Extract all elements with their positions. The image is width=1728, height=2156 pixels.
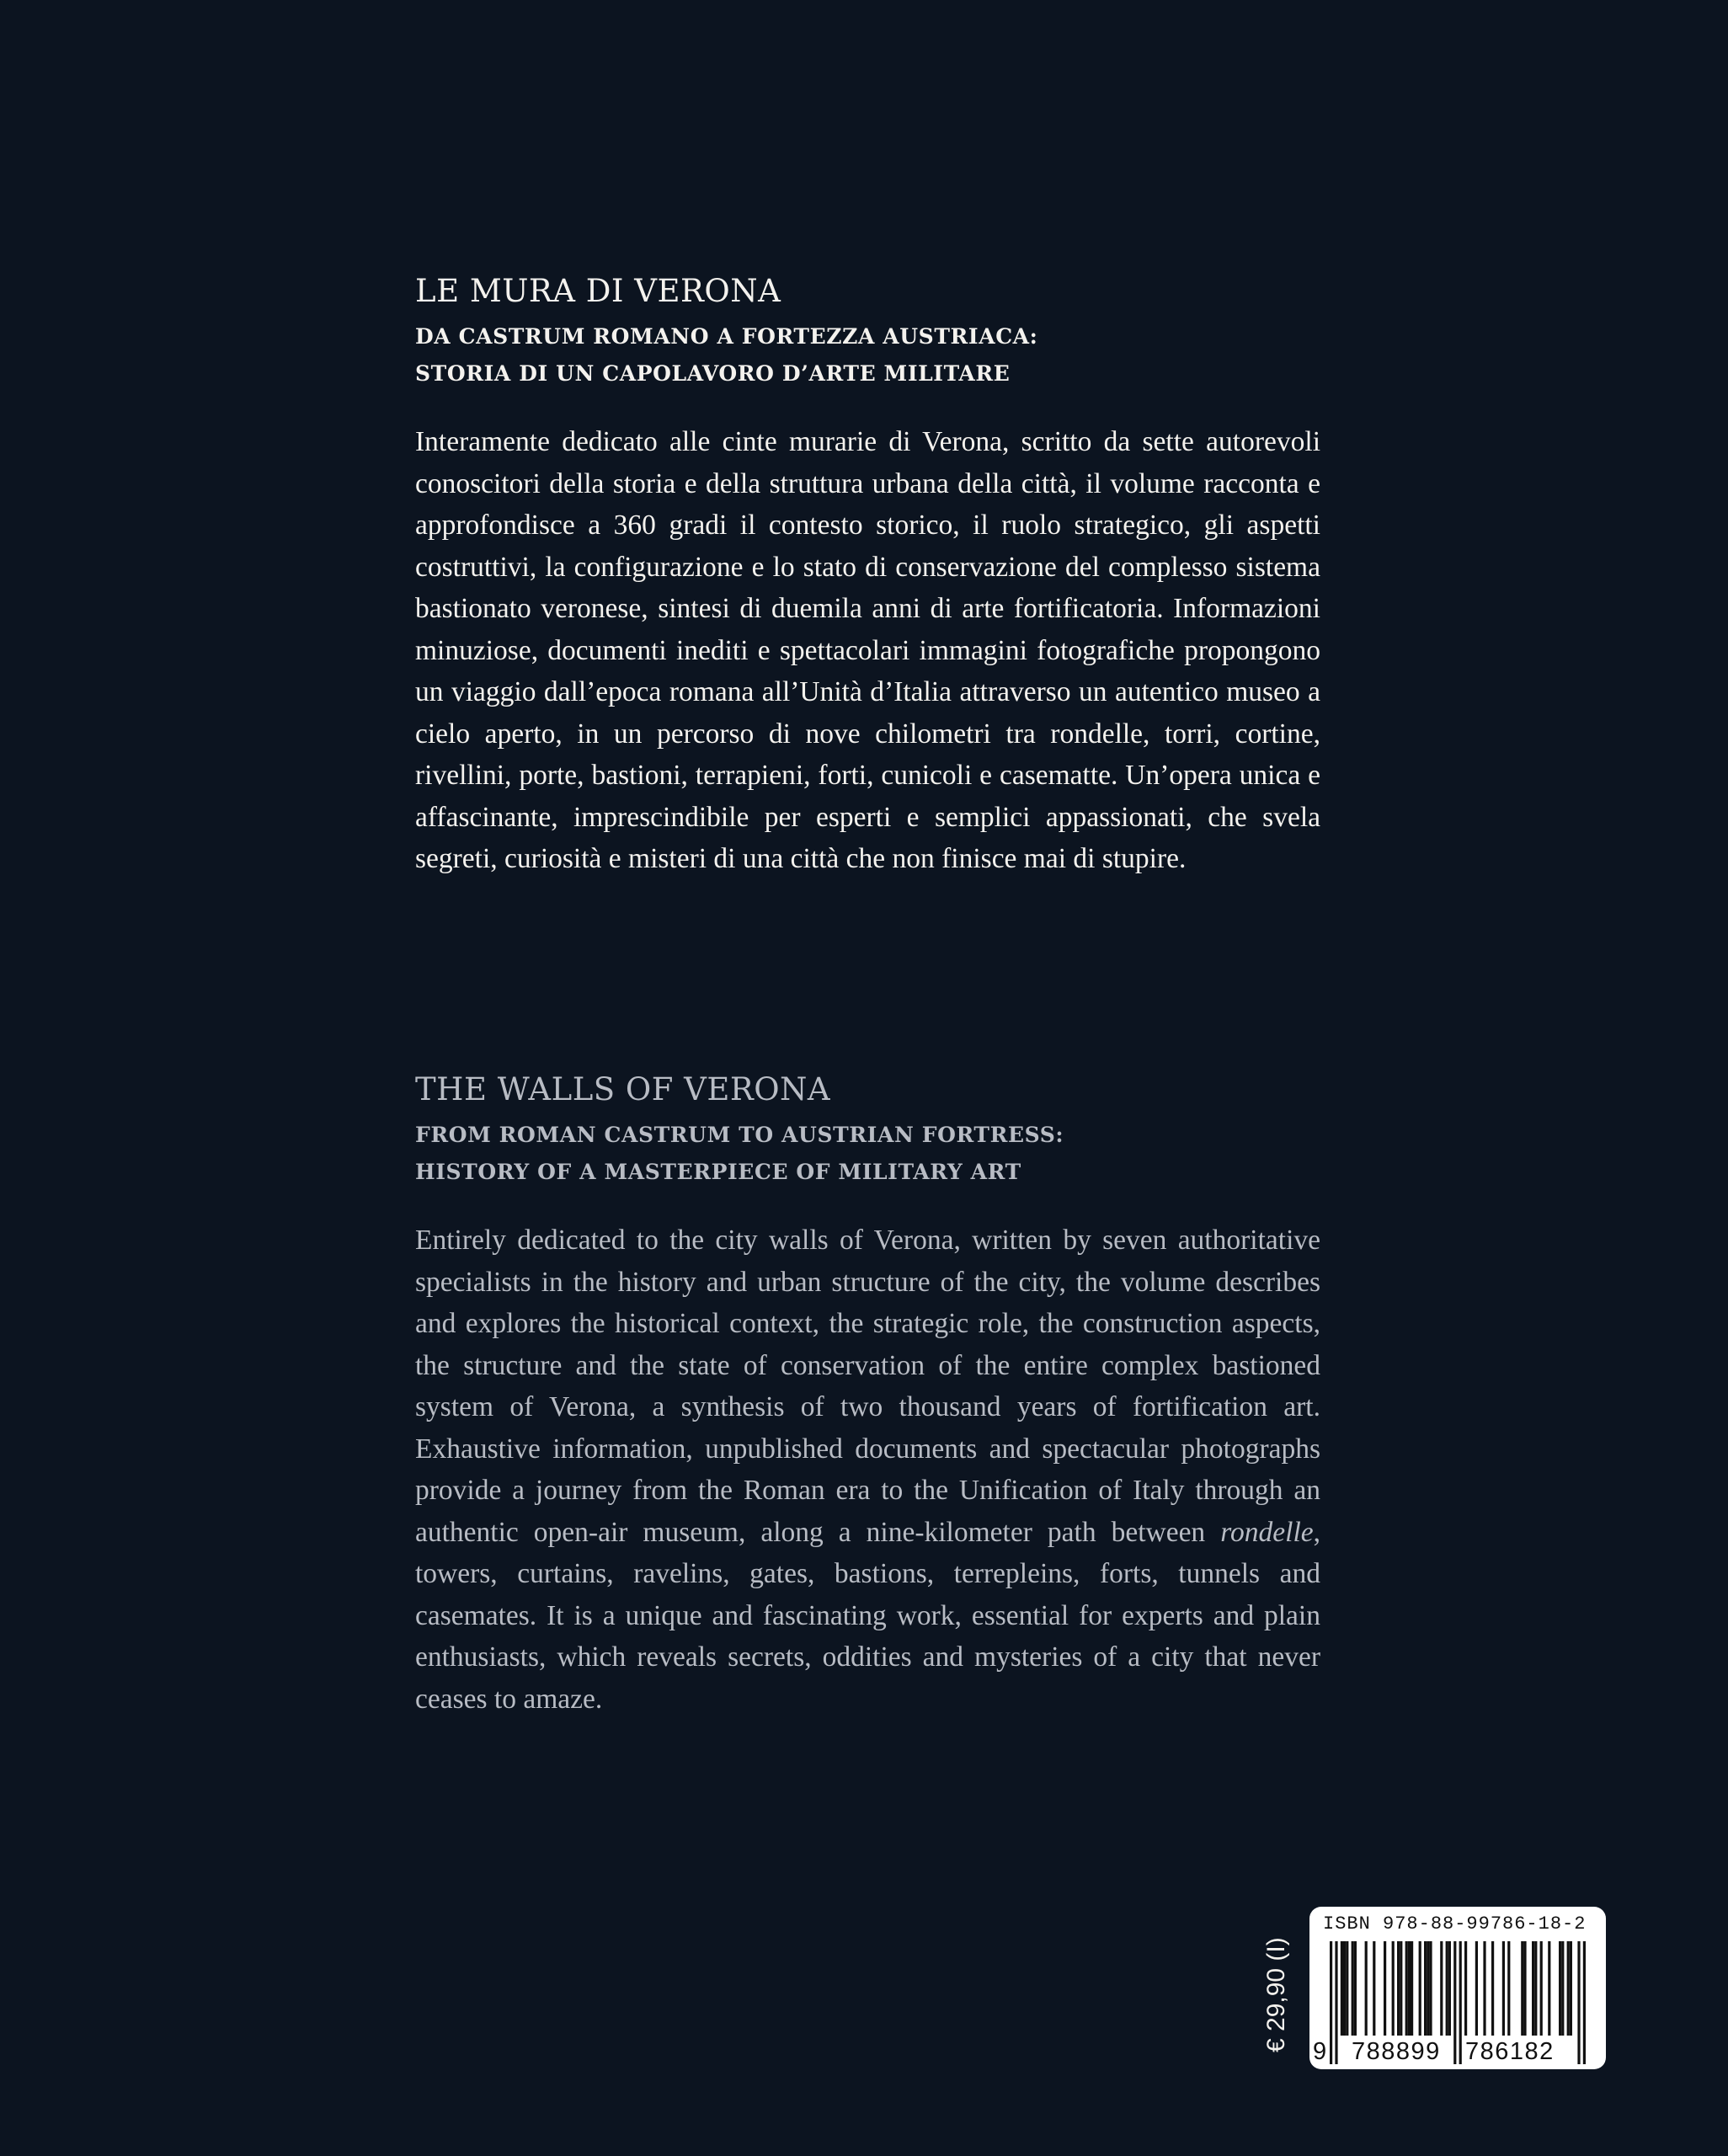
barcode-bar: [1475, 1941, 1478, 2036]
barcode-bar: [1346, 1941, 1348, 2036]
barcode-bar: [1354, 1941, 1357, 2036]
barcode-bar: [1343, 1941, 1346, 2036]
isbn-barcode-box: [1309, 1907, 1606, 2069]
barcode-bar: [1365, 1941, 1368, 2036]
barcode-bar: [1427, 1941, 1429, 2036]
barcode-digits-right: 786182: [1465, 2038, 1555, 2065]
barcode-guard-bar: [1577, 1941, 1580, 2064]
italian-description: Interamente dedicato alle cinte murarie di Verona, scritto da sette autorevoli conoscitori della storia e della struttura urbana della città, il volume racconta e approfondisce a 360 gradi il contesto storico, il ruolo strategico, gli aspetti costruttivi, la configurazione e lo stato di conservazione del complesso sistema bastionato veronese, sintesi di duemila anni di arte fortificatoria. Informazioni minuziose, documenti inediti e spettacolari immagini fotografiche propongono un viaggio dall’epoca romana all’Unità d’Italia attraverso un autentico museo a cielo aperto, in un percorso di nove chilometri tra rondelle, torri, cortine, rivellini, porte, bastioni, terrapieni, forti, cunicoli e casematte. Un’opera unica e affascinante, imprescindibile per esperti e semplici appassionati, che svela segreti, curiosità e misteri di una città che non finisce mai di stupire.: [415, 426, 1320, 874]
english-description: [415, 1219, 1320, 1720]
english-description-part-1: Entirely dedicated to the city walls of Verona, written by seven authoritative specialists in the history and urban structure of the city, the volume describes and explores the historical context, the strategic role, the construction aspects, the structure and the state of conservation of the entire complex bastioned system of Verona, a synthesis of two thousand years of fortification art. Exhaustive information, unpublished documents and spectacular photographs provide a journey from the Roman era to the Unification of Italy through an authentic open-air museum, along a nine-kilometer path between: [415, 1225, 1320, 1548]
barcode-bar: [1341, 1941, 1343, 2036]
barcode-guard-bar: [1453, 1941, 1456, 2064]
barcode-bar: [1429, 1941, 1432, 2036]
barcode-bar: [1352, 1941, 1354, 2036]
english-description-italic-term: rondelle: [1220, 1516, 1314, 1548]
barcode-bar: [1419, 1941, 1421, 2036]
barcode-digits-left: 788899: [1352, 2038, 1441, 2065]
barcode-bar: [1397, 1941, 1400, 2036]
barcode-bar: [1540, 1941, 1543, 2036]
barcode-bar: [1464, 1941, 1467, 2036]
barcode-bar: [1559, 1941, 1561, 2036]
barcode-bar: [1424, 1941, 1427, 2036]
barcode-guard-bar: [1330, 1941, 1332, 2064]
barcode-bar: [1405, 1941, 1408, 2036]
english-subtitle: [415, 1117, 1320, 1191]
barcode-bar: [1491, 1941, 1494, 2036]
barcode-bar: [1532, 1941, 1534, 2036]
barcode-guard-bar: [1459, 1941, 1462, 2064]
barcode-bar: [1373, 1941, 1375, 2036]
barcode-bar: [1548, 1941, 1550, 2036]
barcode-bar: [1411, 1941, 1413, 2036]
italian-title: LE MURA DI VERONA: [415, 273, 781, 309]
english-title: THE WALLS OF VERONA: [415, 1071, 831, 1107]
isbn-label: ISBN 978-88-99786-18-2: [1323, 1913, 1587, 1935]
italian-section: [415, 271, 1320, 880]
barcode-bar: [1448, 1941, 1451, 2036]
barcode-bar: [1440, 1941, 1443, 2036]
english-description-part-2: , towers, curtains, ravelins, gates, bastions, terrepleins, forts, tunnels and casemates. It is a unique and fascinating work, essential for experts and plain enthusiasts, which reveals secrets, oddities and mysteries of a city that never ceases to amaze.: [415, 1516, 1320, 1715]
barcode-bar: [1400, 1941, 1402, 2036]
barcode-bar: [1483, 1941, 1485, 2036]
barcode-guard-bar: [1335, 1941, 1337, 2064]
barcode-bar: [1523, 1941, 1526, 2036]
barcode-bar: [1567, 1941, 1570, 2036]
barcode-bar: [1534, 1941, 1537, 2036]
barcode-bar: [1570, 1941, 1572, 2036]
barcode-bar: [1521, 1941, 1523, 2036]
english-subtitle-line-2: HISTORY OF A MASTERPIECE OF MILITARY ART: [415, 1160, 1021, 1184]
barcode-bar: [1392, 1941, 1395, 2036]
english-subtitle-line-1: FROM ROMAN CASTRUM TO AUSTRIAN FORTRESS:: [415, 1123, 1064, 1147]
barcode-bar: [1408, 1941, 1411, 2036]
english-section: [415, 1070, 1320, 1720]
barcode-bar: [1446, 1941, 1448, 2036]
barcode-bar: [1561, 1941, 1564, 2036]
italian-subtitle: [415, 318, 1320, 392]
italian-subtitle-line-1: DA CASTRUM ROMANO A FORTEZZA AUSTRIACA:: [415, 324, 1038, 349]
barcode-bar: [1507, 1941, 1510, 2036]
barcode-bar: [1384, 1941, 1386, 2036]
barcode-digit-first: 9: [1313, 2038, 1327, 2065]
italian-subtitle-line-2: STORIA DI UN CAPOLAVORO D’ARTE MILITARE: [415, 361, 1011, 386]
barcode-guard-bar: [1583, 1941, 1586, 2064]
barcode-bar: [1502, 1941, 1505, 2036]
price-label: € 29,90 (I): [1262, 1937, 1290, 2052]
